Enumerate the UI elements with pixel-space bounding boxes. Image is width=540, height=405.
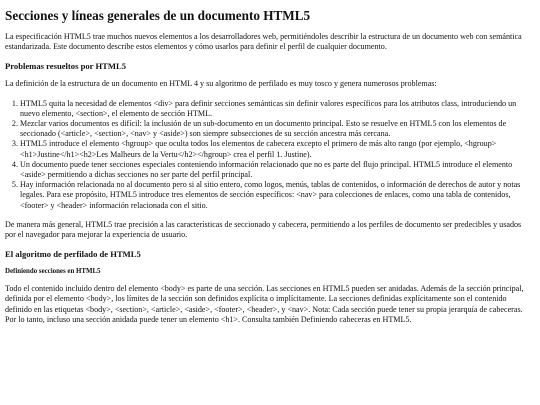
problems-paragraph: La definición de la estructura de un documento en HTML 4 y su algoritmo de perfilado es muy tosco y genera numerosos problemas:: [5, 79, 437, 89]
list-item: 5. Hay información relacionada no al documento pero si al sitio entero, como logos, menús, tablas de contenidos, o información de derechos de autor y notas legales. Para ese propósito, HTML5 introduce tres elementos de sección específicos: <nav> para colecciones de enlaces, como una tabla de contenidos, <footer> y <header> información relacionada con el sitio.: [20, 180, 530, 211]
list-item: 1. HTML5 quita la necesidad de elementos <div> para definir secciones semánticas sin definir valores específicos para los atributos class, introduciendo un nuevo elemento, <section>, el elemento de sección HTML.: [20, 99, 530, 119]
list-item: 4. Un documento puede tener secciones especiales conteniendo información relacionado que no es parte del flujo principal. HTML5 introduce el elemento <aside> permitiendo a dichas secciones no ser parte del perfil principal.: [20, 160, 530, 180]
list-item: 3. HTML5 introduce el elemento <hgroup> que oculta todos los elementos de cabecera excepto el primero de más alto rango (por ejemplo, <hgroup><h1>Justine</h1><h2>Les Malheurs de la Vertu</h2></hgroup> crea el perfil 1. Justine).: [20, 139, 530, 159]
conclusion-paragraph: De manera más general, HTML5 trae precisión a las características de seccionado y cabecera, permitiendo a los perfiles de documento ser predecibles y usados por el navegador para mejorar la experiencia de usuario.: [5, 219, 522, 240]
intro-paragraph: La especificación HTML5 trae muchos nuevos elementos a los desarrolladores web, permitiéndoles describir la estructura de un documento web con semántica estandarizada. Este documento describe estos elementos y cómo usarlos para definir el perfil de cualquier documento.: [5, 32, 522, 52]
problems-heading: Problemas resueltos por HTML5: [5, 61, 127, 72]
list-item: 2. Mezclar varios documentos es difícil: la inclusión de un sub-documento en un documento principal. Esto se resuelve en HTML5 con los elementos de seccionado (<article>, <section>, <nav> y <aside>) son siempre subsecciones de su sección ancestra más cercana.: [20, 119, 530, 139]
algorithm-heading: El algoritmo de perfilado de HTML5: [5, 249, 141, 260]
problems-list: [5, 99, 530, 211]
algorithm-subheading: Definiendo secciones en HTML5: [5, 268, 101, 276]
page-title: Secciones y líneas generales de un documento HTML5: [5, 8, 311, 23]
algorithm-paragraph: Todo el contenido incluido dentro del elemento <body> es parte de una sección. Las secciones en HTML5 pueden ser anidadas. Además de la sección principal, definida por el elemento <body>, los límites de la sección son definidos explícita o implícitamente. La secciones definidas explícitamente son el contenido definido en las etiquetas <body>, <section>, <article>, <aside>, <footer>, <header>, y <nav>. Nota: Cada sección puede tener su propia jerarquía de cabeceras. Por lo tanto, incluso una sección anidada puede tener un elemento <h1>. Consulta también Definiendo cabeceras en HTML5.: [5, 284, 524, 324]
